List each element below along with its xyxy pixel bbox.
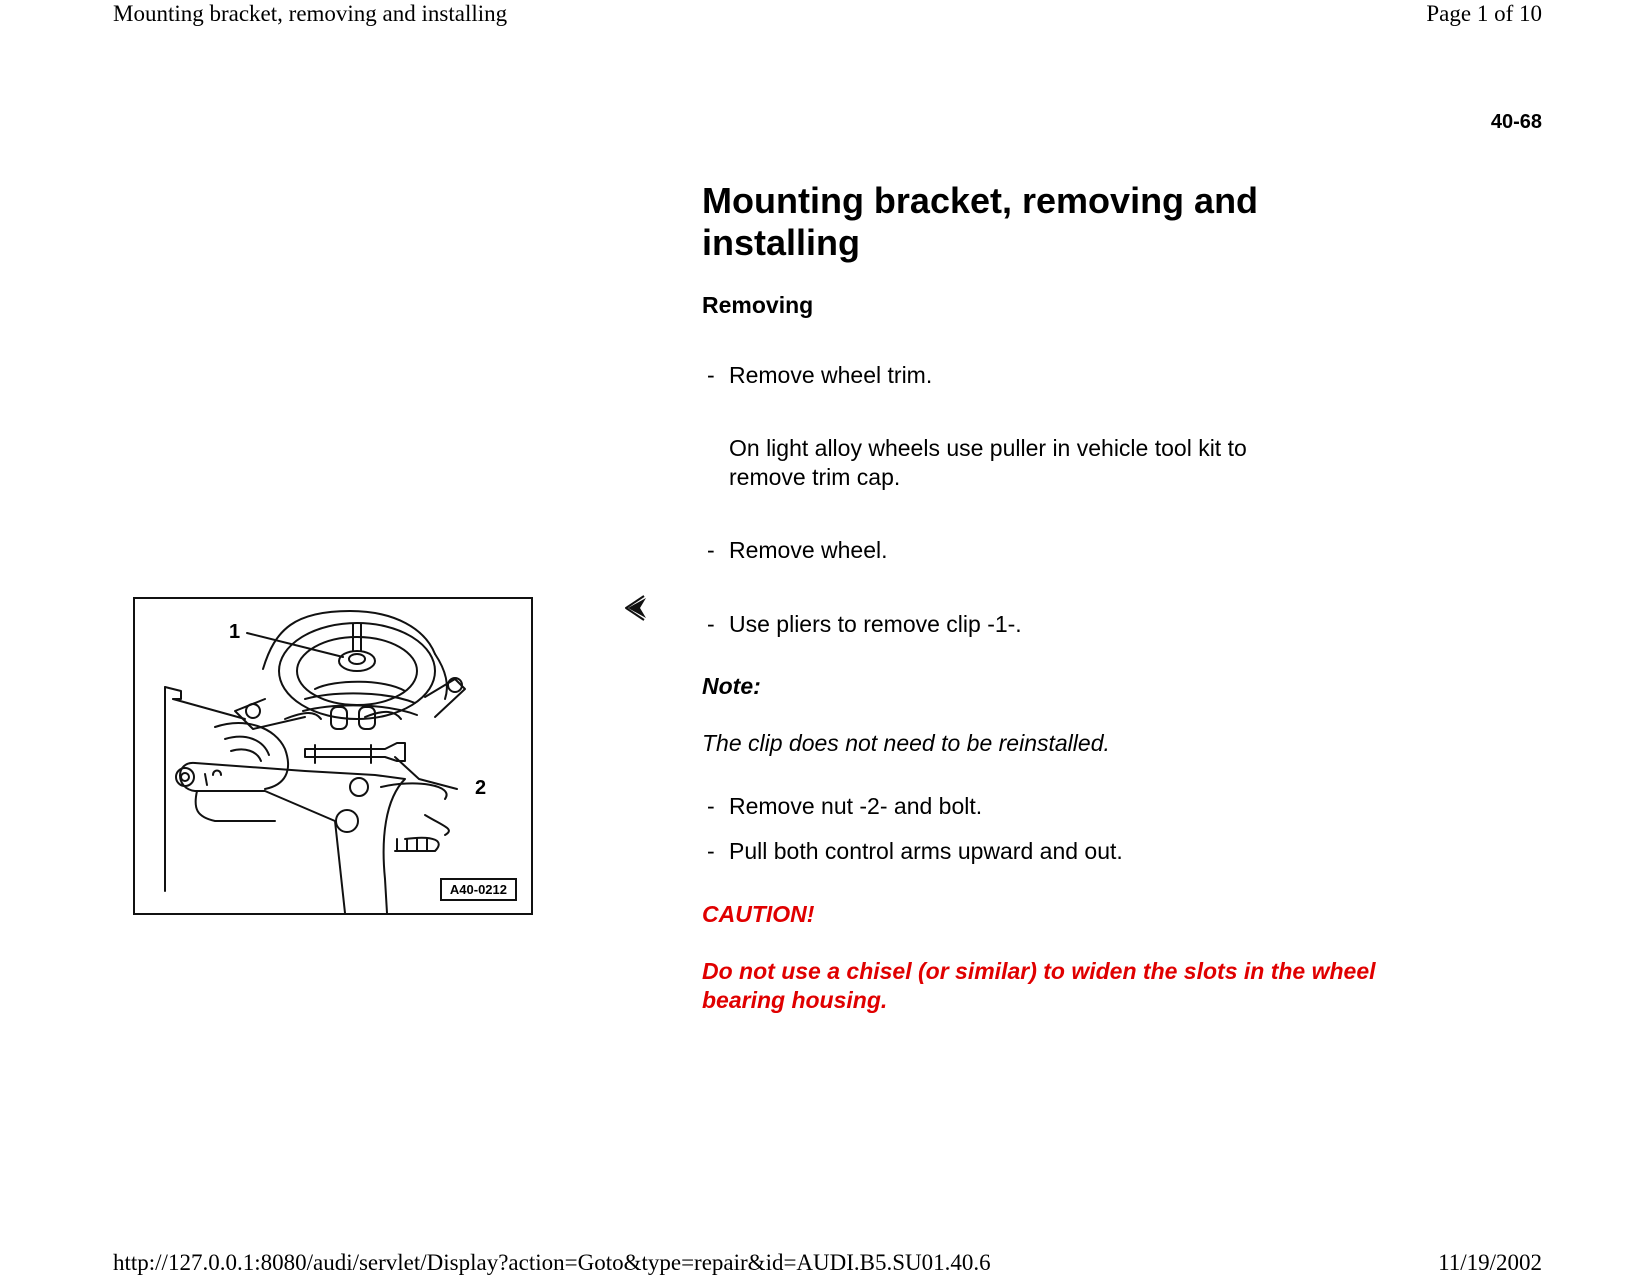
step-text: Pull both control arms upward and out. [729,838,1123,864]
step-remove-clip [707,610,1022,639]
callout-2: 2 [475,777,487,799]
page-code: 40-68 [1490,111,1542,133]
section-heading-removing: Removing [702,292,814,318]
step-dash: - [707,362,715,388]
step-dash: - [707,611,715,637]
step-text: Remove wheel trim. [729,362,933,388]
trim-cap-note: On light alloy wheels use puller in vehicle tool kit to remove trim cap. [729,435,1247,490]
step-remove-wheel-trim [707,361,932,390]
reference-arrow-icon [624,594,650,622]
caution-label: CAUTION! [702,901,815,927]
suspension-diagram-figure [133,597,533,915]
step-text: Remove wheel. [729,537,888,563]
figure-code: A40-0212 [440,878,517,901]
step-dash: - [707,793,715,819]
step-text: Use pliers to remove clip -1-. [729,611,1022,637]
print-footer-url: http://127.0.0.1:8080/audi/servlet/Display?action=Goto&type=repair&id=AUDI.B5.SU01.40.6 [113,1250,991,1275]
callout-1: 1 [229,621,241,643]
note-text: The clip does not need to be reinstalled. [702,730,1110,756]
step-remove-nut [707,792,982,821]
document-content [702,180,1482,1013]
step-pull-control-arms [707,837,1123,866]
print-header-title: Mounting bracket, removing and installing [113,1,508,26]
step-text: Remove nut -2- and bolt. [729,793,983,819]
step-remove-wheel [707,536,888,565]
print-footer-date: 11/19/2002 [1438,1250,1542,1275]
page-title: Mounting bracket, removing and installing [702,180,1259,263]
suspension-diagram-icon [135,599,531,913]
note-label: Note: [702,673,761,699]
caution-text: Do not use a chisel (or similar) to widen the slots in the wheel bearing housing. [702,958,1376,1013]
step-dash: - [707,838,715,864]
print-header-page-indicator: Page 1 of 10 [1426,1,1542,26]
step-dash: - [707,537,715,563]
